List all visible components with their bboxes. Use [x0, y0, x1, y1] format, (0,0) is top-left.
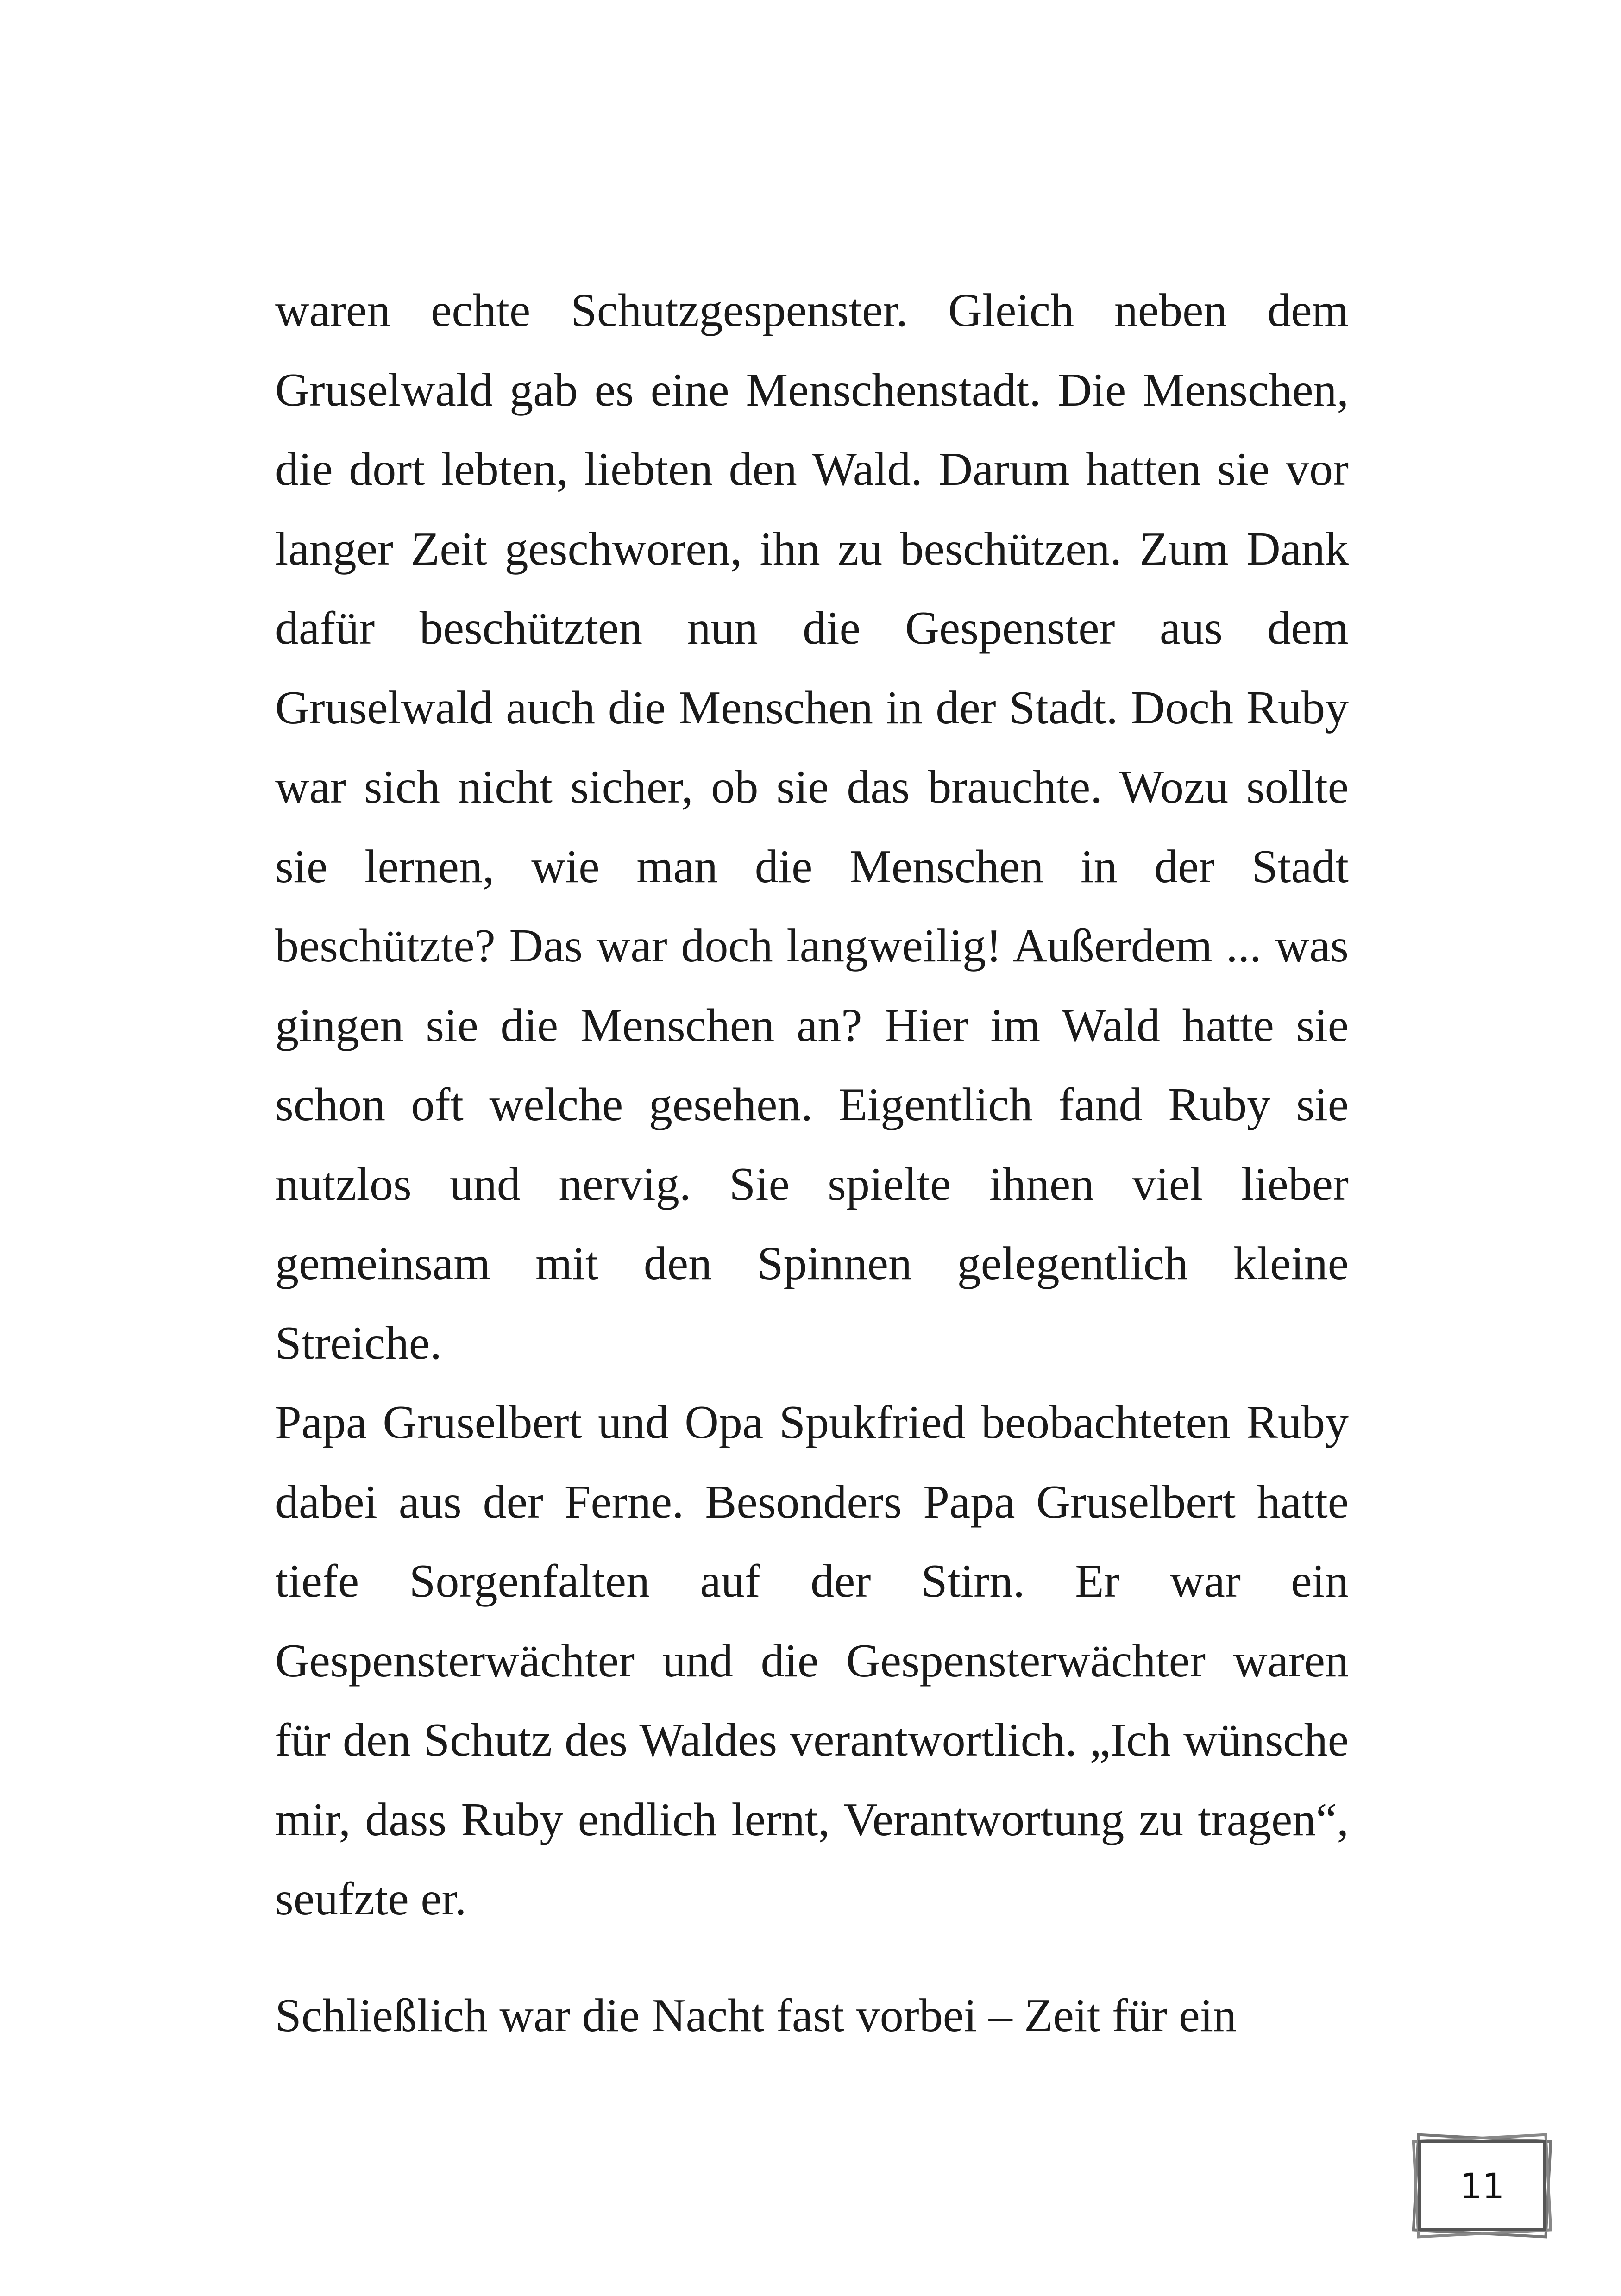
paragraph-1: waren echte Schutzgespenster. Gleich neben dem Gruselwald gab es eine Menschenstadt. Die Menschen, die dort lebten, liebten den Wald. Darum hatten sie vor langer Zeit geschworen, ihn zu beschützen. Zum Dank dafür beschützten nun die Gespenster aus dem Gruselwald auch die Menschen in der Stadt. Doch Ruby war sich nicht sicher, ob sie das brauchte. Wozu sollte sie lernen, wie man die Menschen in der Stadt beschützte? Das war doch langweilig! Außerdem ... was gingen sie die Menschen an? Hier im Wald hatte sie schon oft welche gesehen. Eigentlich fand Ruby sie nutzlos und nervig. Sie spielte ihnen viel lieber gemeinsam mit den Spinnen gelegentlich kleine Streiche. — [275, 284, 1349, 1369]
body-text — [275, 271, 1349, 2055]
page-number: 11 — [1459, 2165, 1505, 2207]
paragraph-3: Schließlich war die Nacht fast vorbei – Zeit für ein — [275, 1989, 1237, 2042]
page-number-frame — [1406, 2128, 1558, 2244]
paragraph-2: Papa Gruselbert und Opa Spukfried beobachteten Ruby dabei aus der Ferne. Besonders Papa Gruselbert hatte tiefe Sorgenfalten auf der Stirn. Er war ein Gespensterwächter und die Gespensterwächter waren für den Schutz des Waldes verantwortlich. „Ich wünsche mir, dass Ruby endlich lernt, Verantwortung zu tragen“, seufzte er. — [275, 1396, 1349, 1925]
